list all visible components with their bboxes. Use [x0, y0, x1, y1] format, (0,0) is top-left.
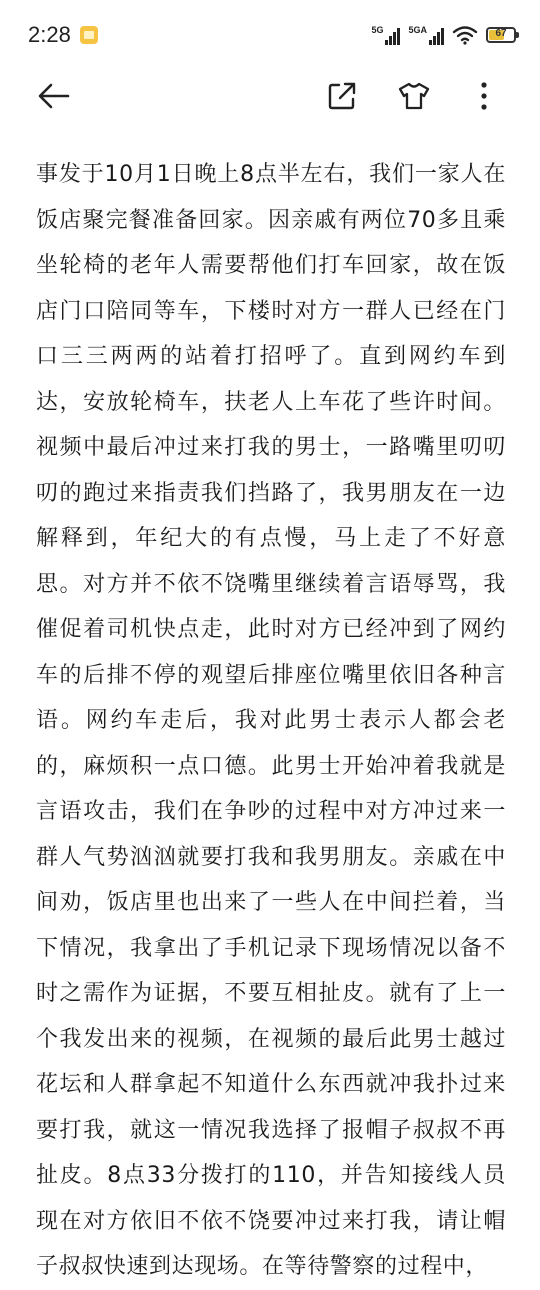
battery-icon — [486, 27, 516, 43]
share-button[interactable] — [322, 76, 362, 116]
sim1-label: 5G — [371, 25, 384, 35]
top-toolbar — [0, 70, 540, 120]
theme-button[interactable] — [394, 76, 434, 116]
back-button[interactable] — [34, 76, 74, 116]
article-paragraph: 事发于10月1日晚上8点半左右，我们一家人在饭店聚完餐准备回家。因亲戚有两位70多且乘坐轮椅的老年人需要帮他们打车回家，故在饭店门口陪同等车，下楼时对方一群人已经在门口三三两两的站着打招呼了。直到网约车到达，安放轮椅车，扶老人上车花了些许时间。视频中最后冲过来打我的男士，一路嘴里叨叨叨的跑过来指责我们挡路了，我男朋友在一边解释到，年纪大的有点慢，马上走了不好意思。对方并不依不饶嘴里继续着言语辱骂，我催促着司机快点走，此时对方已经冲到了网约车的后排不停的观望后排座位嘴里依旧各种言语。网约车走后，我对此男士表示人都会老的，麻烦积一点口德。此男士开始冲着我就是言语攻击，我们在争吵的过程中对方冲过来一群人气势汹汹就要打我和我男朋友。亲戚在中间劝，饭店里也出来了一些人在中间拦着，当下情况，我拿出了手机记录下现场情况以备不时之需作为证据，不要互相扯皮。就有了上一个我发出来的视频，在视频的最后此男士越过花坛和人群拿起不知道什么东西就冲我扑过来要打我，就这一情况我选择了报帽子叔叔不再扯皮。8点33分拨打的110，并告知接线人员现在对方依旧不依不饶要冲过来打我，请让帽子叔叔快速到达现场。在等待警察的过程中， — [36, 162, 506, 1279]
status-indicators — [371, 24, 516, 46]
sim2-label: 5GA — [408, 25, 427, 35]
wifi-icon — [452, 25, 478, 45]
signal-sim1-icon — [371, 25, 400, 45]
share-icon — [327, 81, 357, 111]
battery-level: 67 — [495, 28, 507, 39]
status-bar — [0, 0, 540, 70]
more-vertical-icon — [479, 81, 489, 111]
status-time: 2:28 — [28, 22, 71, 47]
notification-app-icon — [80, 26, 98, 44]
tshirt-icon — [398, 81, 430, 111]
more-button[interactable] — [464, 76, 504, 116]
arrow-left-icon — [37, 81, 71, 111]
article-body — [36, 152, 506, 1290]
signal-sim2-icon — [408, 25, 444, 45]
